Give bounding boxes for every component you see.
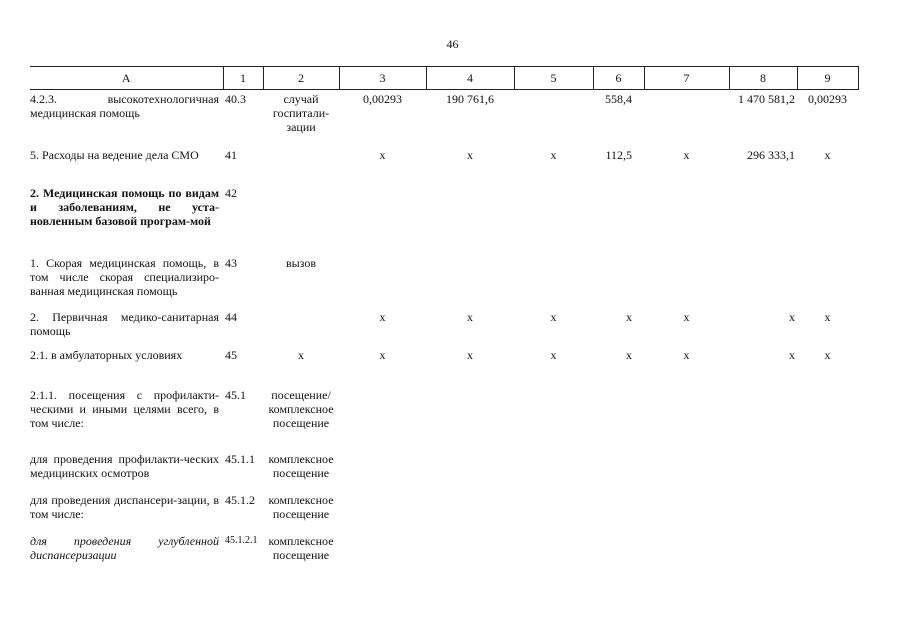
cell-col-5 <box>514 90 593 146</box>
table-row <box>30 491 858 532</box>
cell-col-3 <box>339 184 426 254</box>
cell-col-3: x <box>379 309 386 324</box>
header-cell-6: 6 <box>593 67 644 90</box>
data-table-container <box>30 66 858 572</box>
header-cell-5: 5 <box>514 67 593 90</box>
cell-col-6 <box>593 386 644 450</box>
cell-unit: x <box>298 347 304 362</box>
table-row <box>30 146 858 184</box>
cell-col-7 <box>644 386 729 450</box>
cell-col-8 <box>729 532 797 572</box>
cell-name: 5. Расходы на ведение дела СМО <box>30 147 199 162</box>
cell-col-6: 558,4 <box>605 92 632 106</box>
cell-col-7 <box>644 90 729 146</box>
cell-col-7 <box>644 450 729 491</box>
cell-col-5: x <box>550 309 557 324</box>
cell-name: для проведения углубленной диспансеризации <box>30 533 219 562</box>
cell-col-4: x <box>467 309 473 324</box>
cell-col-8 <box>729 491 797 532</box>
cell-col-7 <box>644 491 729 532</box>
cell-col-9 <box>797 184 858 254</box>
cell-name: 2.1. в амбулаторных условиях <box>30 347 183 362</box>
cell-name: 4.2.3. высокотехнологичная медицинская помощь <box>30 92 219 120</box>
cell-col-9: x <box>824 347 831 362</box>
cell-name: 1. Скорая медицинская помощь, в том числе скорая специализиро-ванная медицинская помощь <box>30 255 219 298</box>
cell-row-code: 41 <box>225 147 237 162</box>
table-row <box>30 346 858 386</box>
header-cell-4: 4 <box>426 67 514 90</box>
cell-unit <box>263 184 339 254</box>
header-cell-8: 8 <box>729 67 797 90</box>
cell-col-4: 190 761,6 <box>446 92 494 106</box>
cell-col-9 <box>797 491 858 532</box>
cell-col-6 <box>593 450 644 491</box>
cell-row-code: 43 <box>225 255 237 270</box>
header-cell-7: 7 <box>644 67 729 90</box>
cell-col-7 <box>644 184 729 254</box>
cell-col-8: x <box>789 309 795 324</box>
cell-col-9 <box>797 254 858 308</box>
cell-row-code: 42 <box>225 185 237 200</box>
cell-col-7 <box>644 254 729 308</box>
cell-col-4 <box>426 184 514 254</box>
cell-row-code: 45.1 <box>225 387 246 402</box>
cell-unit <box>263 146 339 184</box>
cell-col-9: 0,00293 <box>808 92 847 106</box>
data-table <box>30 66 859 572</box>
cell-col-8: 296 333,1 <box>747 147 795 162</box>
cell-col-5: x <box>550 147 557 162</box>
cell-col-4 <box>426 254 514 308</box>
cell-unit: вызов <box>285 255 317 270</box>
table-row <box>30 386 858 450</box>
cell-col-9: x <box>824 147 831 162</box>
cell-col-9 <box>797 450 858 491</box>
cell-row-code: 45.1.1 <box>225 451 255 466</box>
cell-name: для проведения диспансери-зации, в том числе: <box>30 492 219 521</box>
cell-col-6 <box>593 184 644 254</box>
cell-col-9 <box>797 532 858 572</box>
cell-col-8: x <box>789 347 795 362</box>
cell-unit: случай госпитали-зации <box>272 92 330 134</box>
header-cell-a: A <box>30 67 223 90</box>
header-row <box>30 67 858 90</box>
cell-col-4: x <box>467 147 473 162</box>
cell-col-6 <box>593 254 644 308</box>
cell-col-7: x <box>683 309 690 324</box>
cell-col-3 <box>339 386 426 450</box>
table-row <box>30 90 858 146</box>
table-row <box>30 184 858 254</box>
cell-col-4 <box>426 491 514 532</box>
cell-col-3 <box>339 491 426 532</box>
cell-row-code: 45.1.2.1 <box>225 534 258 546</box>
cell-unit: комплексное посещение <box>268 451 334 480</box>
cell-col-6 <box>593 532 644 572</box>
cell-col-4 <box>426 532 514 572</box>
cell-col-3: x <box>379 147 386 162</box>
header-cell-2: 2 <box>263 67 339 90</box>
cell-col-7: x <box>683 347 690 362</box>
cell-col-4 <box>426 450 514 491</box>
cell-col-9: x <box>824 309 831 324</box>
cell-row-code: 40.3 <box>225 92 246 106</box>
cell-col-7 <box>644 532 729 572</box>
cell-col-7: x <box>683 147 690 162</box>
cell-col-3 <box>339 532 426 572</box>
cell-unit <box>263 308 339 346</box>
cell-col-3: x <box>379 347 386 362</box>
cell-row-code: 44 <box>225 309 237 324</box>
cell-col-6: x <box>626 347 632 362</box>
cell-col-5 <box>514 491 593 532</box>
table-row <box>30 308 858 346</box>
cell-row-code: 45.1.2 <box>225 492 255 507</box>
cell-col-8 <box>729 254 797 308</box>
cell-col-8: 1 470 581,2 <box>738 92 795 106</box>
cell-col-6: x <box>626 309 632 324</box>
cell-col-9 <box>797 386 858 450</box>
table-row <box>30 450 858 491</box>
cell-col-8 <box>729 450 797 491</box>
cell-col-8 <box>729 184 797 254</box>
cell-col-3: 0,00293 <box>363 92 402 106</box>
cell-col-5: x <box>550 347 557 362</box>
page-number: 46 <box>446 37 459 51</box>
table-row <box>30 532 858 572</box>
header-cell-3: 3 <box>339 67 426 90</box>
cell-col-6 <box>593 491 644 532</box>
cell-unit: посещение/ комплексное посещение <box>268 387 334 430</box>
cell-col-5 <box>514 386 593 450</box>
cell-col-4: x <box>467 347 473 362</box>
cell-name: 2.1.1. посещения с профилакти-ческими и иными целями всего, в том числе: <box>30 387 219 430</box>
cell-col-6: 112,5 <box>605 147 632 162</box>
cell-name: 2. Первичная медико-санитарная помощь <box>30 309 219 338</box>
cell-unit: комплексное посещение <box>268 533 334 562</box>
cell-col-3 <box>339 254 426 308</box>
cell-name: для проведения профилакти-ческих медицинских осмотров <box>30 451 219 480</box>
cell-col-5 <box>514 450 593 491</box>
cell-col-5 <box>514 532 593 572</box>
cell-col-3 <box>339 450 426 491</box>
cell-row-code: 45 <box>225 347 237 362</box>
cell-col-4 <box>426 386 514 450</box>
cell-name: 2. Медицинская помощь по видам и заболеваниям, не уста-новленным базовой програм-мой <box>30 185 219 228</box>
cell-col-8 <box>729 386 797 450</box>
cell-col-5 <box>514 184 593 254</box>
cell-col-5 <box>514 254 593 308</box>
header-cell-9: 9 <box>797 67 858 90</box>
header-cell-1: 1 <box>223 67 263 90</box>
cell-unit: комплексное посещение <box>268 492 334 521</box>
table-row <box>30 254 858 308</box>
